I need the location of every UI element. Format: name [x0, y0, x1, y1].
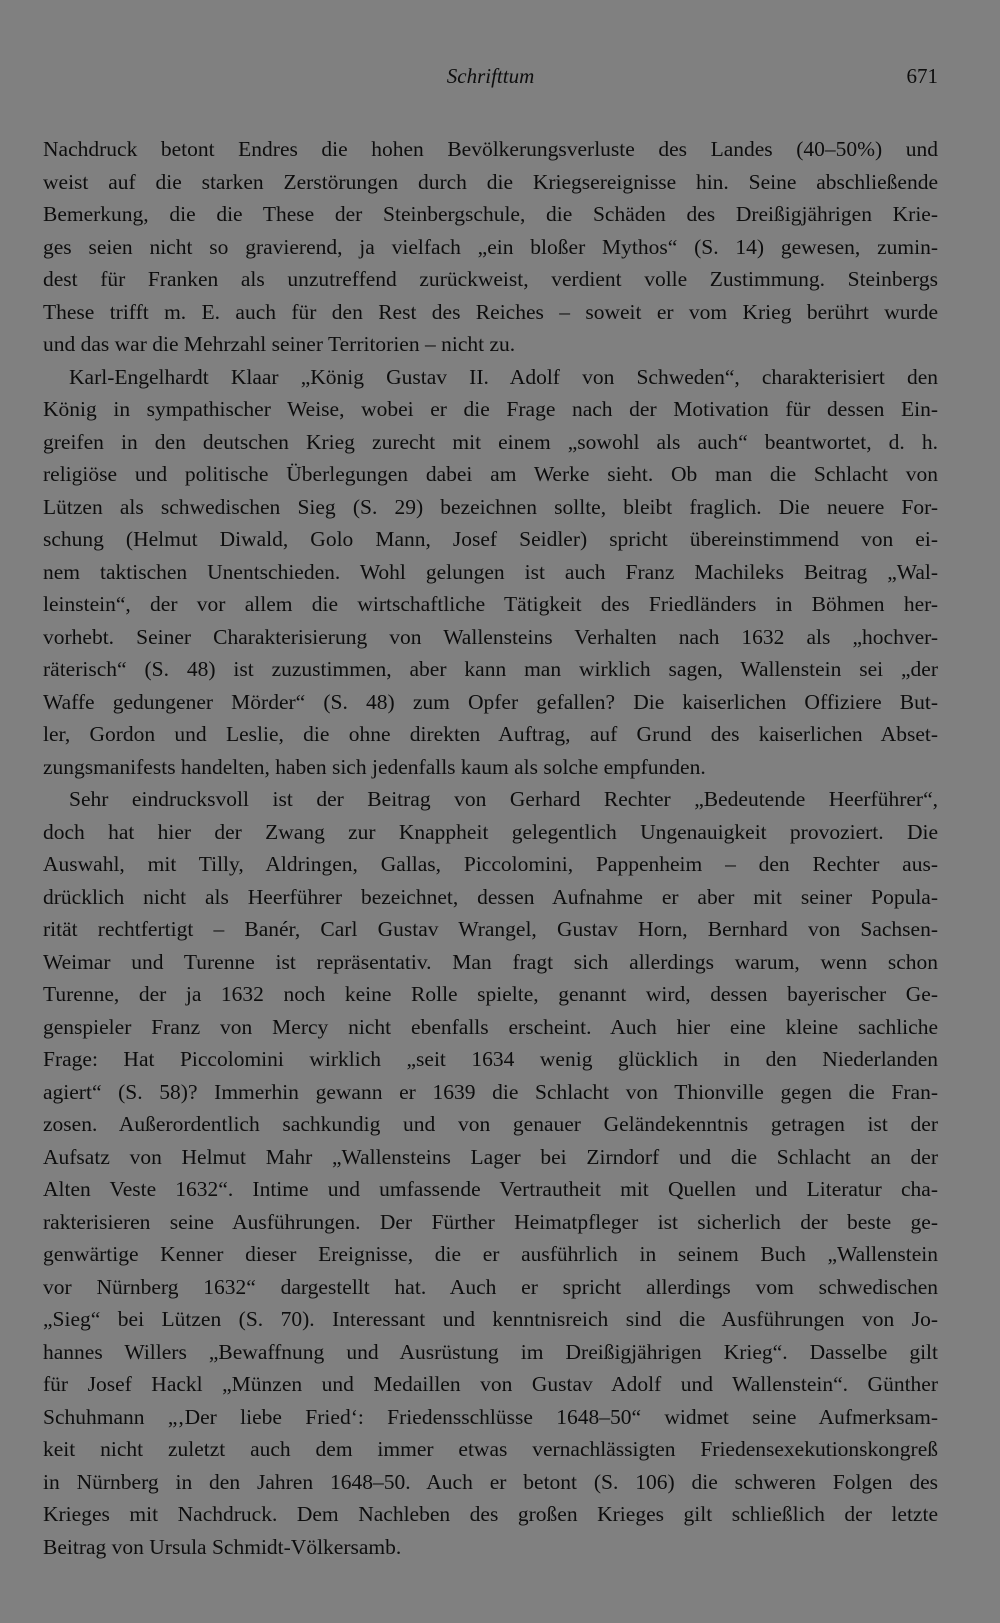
text-line: greifen in den deutschen Krieg zurecht mit einem „sowohl als auch“ beantwortet, d. h.: [43, 429, 938, 454]
text-line: schung (Helmut Diwald, Golo Mann, Josef Seidler) spricht übereinstimmend von ei-: [43, 527, 938, 551]
text-line: Schuhmann „‚Der liebe Fried‘: Friedensschlüsse 1648–50“ widmet seine Aufmerksam-: [43, 1404, 938, 1429]
text-line: agiert“ (S. 58)? Immerhin gewann er 1639 die Schlacht von Thionville gegen die Fran-: [43, 1079, 938, 1104]
text-line: „Sieg“ bei Lützen (S. 70). Interessant und kenntnisreich sind die Ausführungen von Jo-: [43, 1307, 938, 1331]
text-line: genwärtige Kenner dieser Ereignisse, die er ausführlich in seinem Buch „Wallenstein: [43, 1242, 938, 1266]
text-line: genspieler Franz von Mercy nicht ebenfalls erscheint. Auch hier eine kleine sachliche: [43, 1014, 938, 1039]
text-line: Turenne, der ja 1632 noch keine Rolle spielte, genannt wird, dessen bayerischer Ge-: [43, 982, 938, 1006]
running-head: [43, 64, 938, 94]
text-line: Nachdruck betont Endres die hohen Bevölkerungsverluste des Landes (40–50%) und: [43, 137, 938, 161]
text-line: vor Nürnberg 1632“ dargestellt hat. Auch er spricht allerdings vom schwedischen: [43, 1274, 938, 1299]
text-line: Lützen als schwedischen Sieg (S. 29) bezeichnen sollte, bleibt fraglich. Die neuere For-: [43, 494, 938, 519]
text-line: König in sympathischer Weise, wobei er die Frage nach der Motivation für dessen Ein-: [43, 397, 938, 421]
text-line: religiöse und politische Überlegungen dabei am Werke sieht. Ob man die Schlacht von: [43, 462, 938, 486]
text-line: rität rechtfertigt – Banér, Carl Gustav Wrangel, Gustav Horn, Bernhard von Sachsen-: [43, 917, 938, 941]
text-line: dest für Franken als unzutreffend zurückweist, verdient volle Zustimmung. Steinbergs: [43, 267, 938, 291]
text-line: und das war die Mehrzahl seiner Territorien – nicht zu.: [43, 332, 516, 356]
text-line: räterisch“ (S. 48) ist zuzustimmen, aber kann man wirklich sagen, Wallenstein sei „der: [43, 657, 938, 681]
page-number: 671: [906, 64, 938, 88]
body-text: [43, 133, 938, 1563]
text-line: keit nicht zuletzt auch dem immer etwas vernachlässigten Friedensexekutionskongreß: [43, 1437, 938, 1461]
text-line: drücklich nicht als Heerführer bezeichnet, dessen Aufnahme er aber mit seiner Popula-: [43, 884, 938, 909]
text-line: These trifft m. E. auch für den Rest des Reiches – soweit er vom Krieg berührt wurde: [43, 299, 938, 324]
text-line: vorhebt. Seiner Charakterisierung von Wallensteins Verhalten nach 1632 als „hochver-: [43, 624, 938, 649]
text-line: Waffe gedungener Mörder“ (S. 48) zum Opfer gefallen? Die kaiserlichen Offiziere But-: [43, 689, 938, 714]
text-line: Auswahl, mit Tilly, Aldringen, Gallas, Piccolomini, Pappenheim – den Rechter aus-: [43, 852, 938, 876]
text-line: ges seien nicht so gravierend, ja vielfach „ein bloßer Mythos“ (S. 14) gewesen, zumin-: [43, 234, 938, 259]
text-line: weist auf die starken Zerstörungen durch die Kriegsereignisse hin. Seine abschließende: [43, 169, 938, 194]
running-head-title: Schrifttum: [446, 64, 535, 88]
text-line: in Nürnberg in den Jahren 1648–50. Auch er betont (S. 106) die schweren Folgen des: [43, 1469, 938, 1494]
text-line: Bemerkung, die die These der Steinbergschule, die Schäden des Dreißigjährigen Krie-: [43, 202, 938, 226]
text-line: zosen. Außerordentlich sachkundig und von genauer Geländekenntnis getragen ist der: [43, 1112, 938, 1136]
text-line: zungsmanifests handelten, haben sich jedenfalls kaum als solche empfunden.: [43, 754, 706, 779]
text-line: Beitrag von Ursula Schmidt-Völkersamb.: [43, 1534, 402, 1559]
text-line: Aufsatz von Helmut Mahr „Wallensteins Lager bei Zirndorf und die Schlacht an der: [43, 1144, 938, 1169]
text-line: ler, Gordon und Leslie, die ohne direkten Auftrag, auf Grund des kaiserlichen Abset-: [43, 722, 938, 746]
text-line: leinstein“, der vor allem die wirtschaftliche Tätigkeit des Friedländers in Böhmen her-: [43, 592, 938, 616]
text-line: Karl-Engelhardt Klaar „König Gustav II. Adolf von Schweden“, charakterisiert den: [69, 364, 938, 389]
text-line: doch hat hier der Zwang zur Knappheit gelegentlich Ungenauigkeit provoziert. Die: [43, 819, 938, 844]
text-line: Krieges mit Nachdruck. Dem Nachleben des großen Krieges gilt schließlich der letzte: [43, 1502, 938, 1526]
text-line: hannes Willers „Bewaffnung und Ausrüstung im Dreißigjährigen Krieg“. Dasselbe gilt: [43, 1339, 938, 1364]
text-line: Weimar und Turenne ist repräsentativ. Man fragt sich allerdings warum, wenn schon: [43, 949, 938, 974]
text-line: rakterisieren seine Ausführungen. Der Fürther Heimatpfleger ist sicherlich der beste ge-: [43, 1209, 938, 1234]
text-line: Sehr eindrucksvoll ist der Beitrag von Gerhard Rechter „Bedeutende Heerführer“,: [69, 787, 938, 811]
text-line: Frage: Hat Piccolomini wirklich „seit 1634 wenig glücklich in den Niederlanden: [43, 1047, 938, 1071]
text-line: Alten Veste 1632“. Intime und umfassende Vertrautheit mit Quellen und Literatur cha-: [43, 1177, 938, 1201]
book-page: [43, 0, 938, 1623]
text-line: nem taktischen Unentschieden. Wohl gelungen ist auch Franz Machileks Beitrag „Wal-: [43, 559, 938, 584]
text-line: für Josef Hackl „Münzen und Medaillen von Gustav Adolf und Wallenstein“. Günther: [43, 1372, 938, 1396]
